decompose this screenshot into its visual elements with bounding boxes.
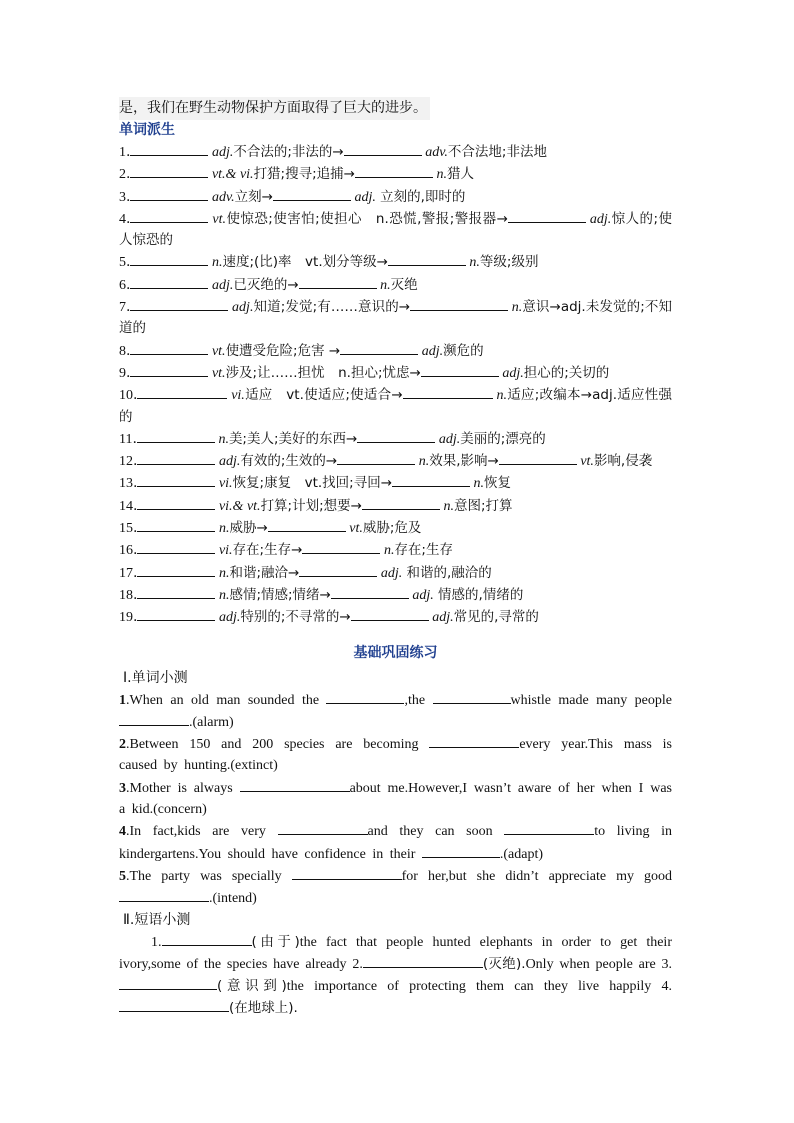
answer-blank[interactable] bbox=[421, 362, 499, 377]
answer-blank[interactable] bbox=[137, 450, 215, 465]
derivation-item: 18. n.感情;情感;情绪→ adj. 情感的,情绪的 bbox=[119, 584, 672, 606]
answer-blank[interactable] bbox=[429, 733, 519, 748]
answer-blank[interactable] bbox=[273, 186, 351, 201]
top-line: 是，我们在野生动物保护方面取得了巨大的进步。 bbox=[119, 97, 430, 120]
exercise-item: 5.The party was specially for her,but she didn’t appreciate my good .(intend) bbox=[119, 865, 672, 910]
answer-blank[interactable] bbox=[137, 539, 215, 554]
practice-title: 基础巩固练习 bbox=[353, 644, 438, 661]
answer-blank[interactable] bbox=[355, 163, 433, 178]
answer-blank[interactable] bbox=[119, 711, 189, 726]
exercise-item: 2.Between 150 and 200 species are becoming every year.This mass is caused by hunting.(extinct) bbox=[119, 733, 672, 777]
derivation-item: 3. adv.立刻→ adj. 立刻的,即时的 bbox=[119, 186, 672, 208]
answer-blank[interactable] bbox=[137, 562, 215, 577]
derivation-item: 6. adj.已灭绝的→ n.灭绝 bbox=[119, 274, 672, 296]
answer-blank[interactable] bbox=[137, 495, 215, 510]
answer-blank[interactable] bbox=[119, 997, 229, 1012]
answer-blank[interactable] bbox=[130, 340, 208, 355]
derivation-item: 11. n.美;美人;美好的东西→ adj.美丽的;漂亮的 bbox=[119, 428, 672, 450]
derivation-item: 16. vi.存在;生存→ n.存在;生存 bbox=[119, 539, 672, 561]
derivation-item: 4. vt.使惊恐;使害怕;使担心 n.恐慌,警报;警报器→ adj.惊人的;使人惊恐的 bbox=[119, 208, 672, 252]
derivation-item: 19. adj.特别的;不寻常的→ adj.常见的,寻常的 bbox=[119, 606, 672, 628]
answer-blank[interactable] bbox=[302, 539, 380, 554]
answer-blank[interactable] bbox=[162, 931, 252, 946]
answer-blank[interactable] bbox=[388, 251, 466, 266]
derivation-item: 10. vi.适应 vt.使适应;使适合→ n.适应;改编本→adj.适应性强的 bbox=[119, 384, 672, 428]
answer-blank[interactable] bbox=[362, 495, 440, 510]
answer-blank[interactable] bbox=[130, 274, 208, 289]
derivation-item: 5. n.速度;(比)率 vt.划分等级→ n.等级;级别 bbox=[119, 251, 672, 273]
answer-blank[interactable] bbox=[344, 141, 422, 156]
derivation-title: 单词派生 bbox=[119, 122, 175, 138]
derivation-item: 7. adj.知道;发觉;有……意识的→ n.意识→adj.未发觉的;不知道的 bbox=[119, 296, 672, 340]
answer-blank[interactable] bbox=[119, 975, 217, 990]
answer-blank[interactable] bbox=[504, 820, 594, 835]
derivation-list bbox=[119, 141, 672, 629]
answer-blank[interactable] bbox=[137, 384, 227, 399]
answer-blank[interactable] bbox=[268, 517, 346, 532]
answer-blank[interactable] bbox=[130, 362, 208, 377]
answer-blank[interactable] bbox=[326, 689, 404, 704]
derivation-item: 13. vi.恢复;康复 vt.找回;寻回→ n.恢复 bbox=[119, 472, 672, 494]
answer-blank[interactable] bbox=[357, 428, 435, 443]
answer-blank[interactable] bbox=[433, 689, 511, 704]
answer-blank[interactable] bbox=[137, 517, 215, 532]
answer-blank[interactable] bbox=[119, 887, 209, 902]
answer-blank[interactable] bbox=[363, 953, 483, 968]
derivation-item: 9. vt.涉及;让……担忧 n.担心;忧虑→ adj.担心的;关切的 bbox=[119, 362, 672, 384]
derivation-item: 17. n.和谐;融洽→ adj. 和谐的,融洽的 bbox=[119, 562, 672, 584]
answer-blank[interactable] bbox=[137, 472, 215, 487]
answer-blank[interactable] bbox=[130, 141, 208, 156]
answer-blank[interactable] bbox=[130, 186, 208, 201]
answer-blank[interactable] bbox=[130, 163, 208, 178]
answer-blank[interactable] bbox=[499, 450, 577, 465]
exercise-item: 1.When an old man sounded the ,the whistle made many people .(alarm) bbox=[119, 689, 672, 734]
answer-blank[interactable] bbox=[508, 208, 586, 223]
derivation-item: 15. n.威胁→ vt.威胁;危及 bbox=[119, 517, 672, 539]
part2-title: Ⅱ.短语小测 bbox=[123, 911, 191, 928]
answer-blank[interactable] bbox=[422, 843, 500, 858]
answer-blank[interactable] bbox=[299, 562, 377, 577]
derivation-item: 14. vi.& vt.打算;计划;想要→ n.意图;打算 bbox=[119, 495, 672, 517]
answer-blank[interactable] bbox=[410, 296, 508, 311]
answer-blank[interactable] bbox=[351, 606, 429, 621]
answer-blank[interactable] bbox=[292, 865, 402, 880]
phrase-paragraph: 1. (由于)the fact that people hunted elephants in order to get their ivory,some of the species have already 2. (灭绝).Only when people are 3.(意识到)the importance of protecting them can they live happily 4.(在地球上). bbox=[119, 931, 672, 1019]
worksheet-page bbox=[119, 97, 672, 1019]
answer-blank[interactable] bbox=[130, 251, 208, 266]
answer-blank[interactable] bbox=[403, 384, 493, 399]
answer-blank[interactable] bbox=[278, 820, 368, 835]
answer-blank[interactable] bbox=[337, 450, 415, 465]
derivation-item: 1. adj.不合法的;非法的→ adv.不合法地;非法地 bbox=[119, 141, 672, 163]
answer-blank[interactable] bbox=[137, 428, 215, 443]
answer-blank[interactable] bbox=[299, 274, 377, 289]
answer-blank[interactable] bbox=[240, 777, 350, 792]
answer-blank[interactable] bbox=[137, 606, 215, 621]
derivation-item: 12. adj.有效的;生效的→ n.效果,影响→ vt.影响,侵袭 bbox=[119, 450, 672, 472]
answer-blank[interactable] bbox=[340, 340, 418, 355]
answer-blank[interactable] bbox=[331, 584, 409, 599]
derivation-item: 2. vt.& vi.打猎;搜寻;追捕→ n.猎人 bbox=[119, 163, 672, 185]
derivation-item: 8. vt.使遭受危险;危害 → adj.濒危的 bbox=[119, 340, 672, 362]
exercise-item: 4.In fact,kids are very and they can soon to living in kindergartens.You should have confidence in their .(adapt) bbox=[119, 820, 672, 865]
answer-blank[interactable] bbox=[137, 584, 215, 599]
part1-title: Ⅰ.单词小测 bbox=[123, 669, 188, 686]
answer-blank[interactable] bbox=[130, 208, 208, 223]
exercise-item: 3.Mother is always about me.However,I wasn’t aware of her when I was a kid.(concern) bbox=[119, 777, 672, 821]
answer-blank[interactable] bbox=[130, 296, 228, 311]
answer-blank[interactable] bbox=[392, 472, 470, 487]
